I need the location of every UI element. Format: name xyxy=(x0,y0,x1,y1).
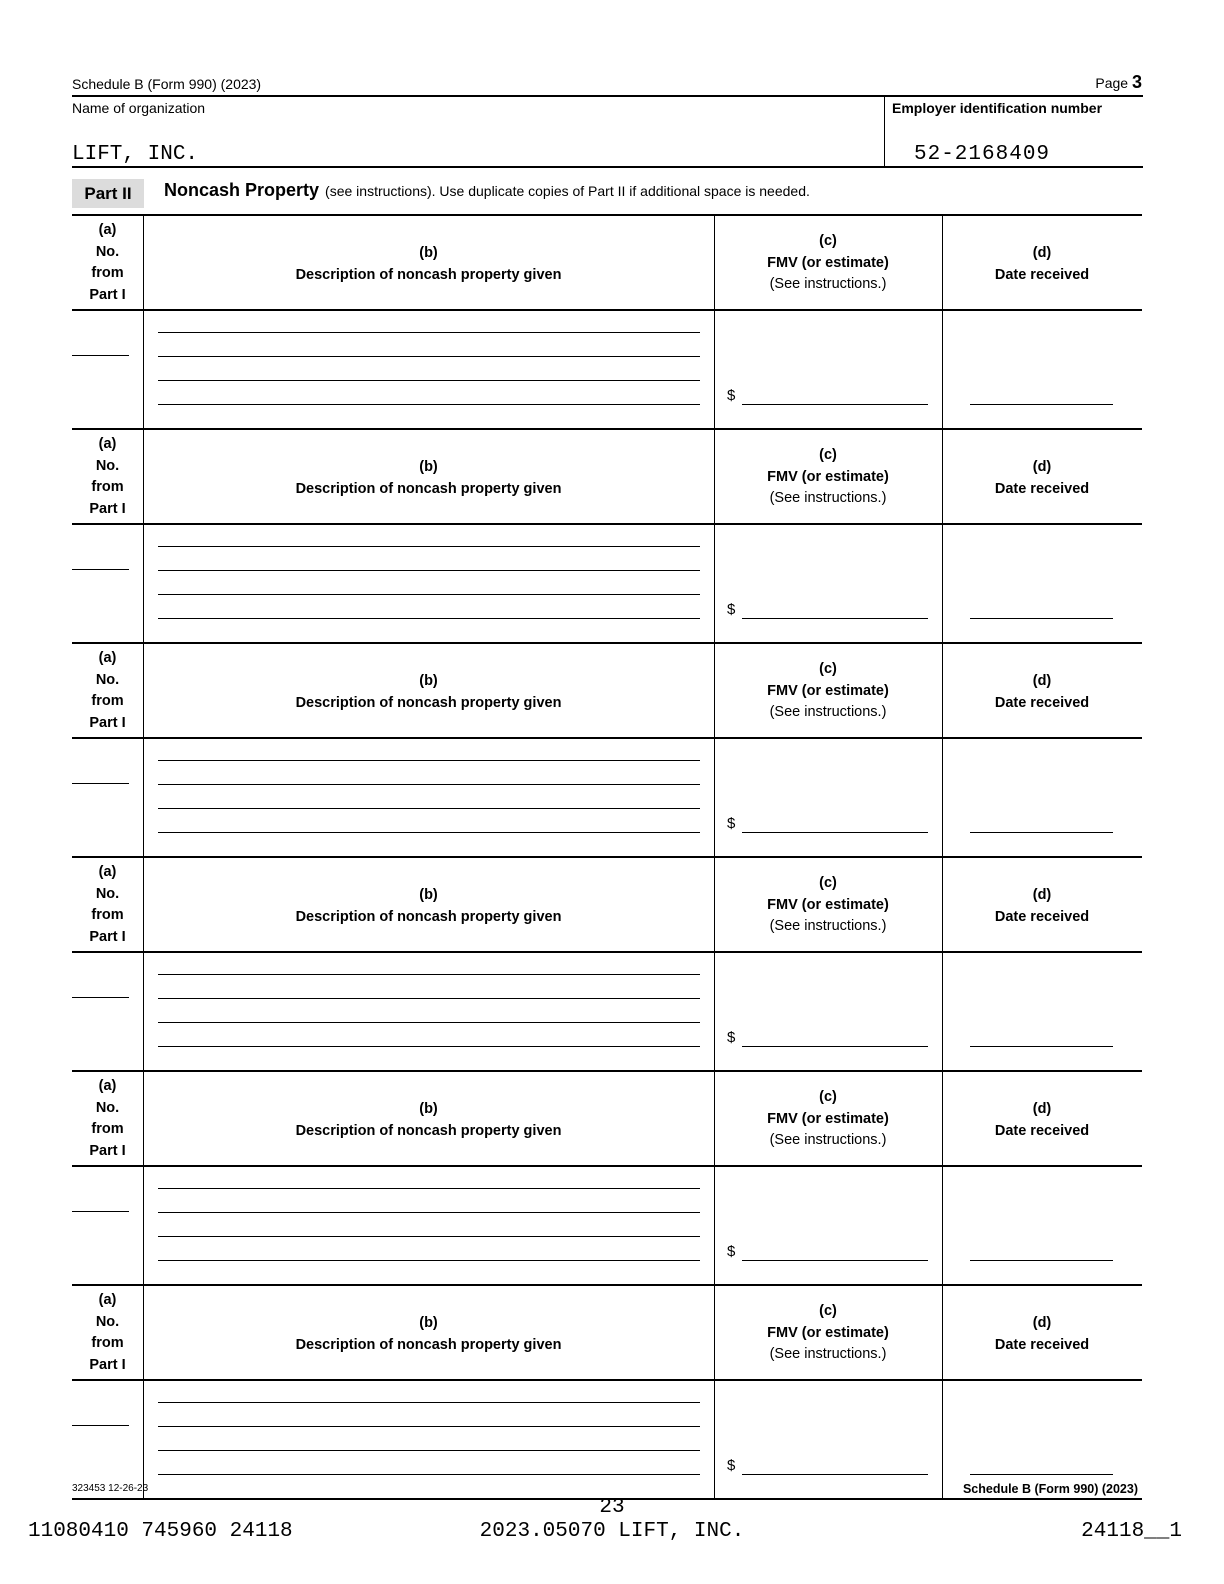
description-line-field[interactable] xyxy=(158,1474,700,1475)
dollar-sign: $ xyxy=(727,1457,736,1474)
col-d-header-line: Date received xyxy=(994,1122,1090,1139)
description-line-field[interactable] xyxy=(158,974,700,975)
col-c-header-line: (See instructions.) xyxy=(769,490,887,506)
col-d-header xyxy=(942,1099,1142,1142)
page-number: 3 xyxy=(1131,72,1142,92)
col-d-header-line: Date received xyxy=(994,266,1090,283)
col-a-header-line: Part I xyxy=(89,928,126,945)
col-a-header-line: Part I xyxy=(89,500,126,517)
block-header-rule xyxy=(72,1165,1142,1167)
description-line-field[interactable] xyxy=(158,1236,700,1237)
col-a-header-line: No. xyxy=(95,885,120,902)
col-a-header-line: (a) xyxy=(98,436,117,452)
block-top-rule xyxy=(72,856,1142,858)
col-a-header-line: No. xyxy=(95,457,120,474)
col-d-header xyxy=(942,243,1142,286)
col-b-header xyxy=(143,885,714,928)
col-a-header-line: from xyxy=(91,479,124,495)
date-received-field[interactable] xyxy=(970,1260,1113,1261)
block-top-rule xyxy=(72,642,1142,644)
col-d-header-line: (d) xyxy=(1032,1315,1052,1331)
header-rule xyxy=(72,95,1143,97)
col-c-header-line: FMV (or estimate) xyxy=(767,1324,889,1341)
col-a-header xyxy=(72,434,143,520)
description-line-field[interactable] xyxy=(158,832,700,833)
col-c-header-line: FMV (or estimate) xyxy=(767,682,889,699)
col-c-header-line: FMV (or estimate) xyxy=(767,1110,889,1127)
col-c-header-line: FMV (or estimate) xyxy=(767,896,889,913)
col-d-header-line: (d) xyxy=(1032,459,1052,475)
col-d-header-line: (d) xyxy=(1032,245,1052,261)
col-a-header xyxy=(72,862,143,948)
col-c-header xyxy=(714,1301,942,1366)
col-a-header xyxy=(72,220,143,306)
col-b-header-line: (b) xyxy=(419,459,438,475)
ein-label: Employer identification number xyxy=(892,100,1103,116)
entry-number-field[interactable] xyxy=(72,1211,129,1212)
description-line-field[interactable] xyxy=(158,356,700,357)
part-note: (see instructions). Use duplicate copies of Part II if additional space is needed. xyxy=(325,183,810,199)
col-d-header-line: Date received xyxy=(994,480,1090,497)
col-a-header-line: from xyxy=(91,265,124,281)
description-line-field[interactable] xyxy=(158,1022,700,1023)
page-label: Page xyxy=(1095,75,1129,91)
col-c-header-line: (c) xyxy=(819,447,837,463)
col-b-header-line: Description of noncash property given xyxy=(295,908,562,925)
description-line-field[interactable] xyxy=(158,1212,700,1213)
col-b-header xyxy=(143,1313,714,1356)
col-b-header-line: (b) xyxy=(419,245,438,261)
col-c-header xyxy=(714,1087,942,1152)
col-c-header-line: (c) xyxy=(819,1303,837,1319)
col-d-header-line: Date received xyxy=(994,694,1090,711)
col-a-header-line: (a) xyxy=(98,1078,117,1094)
block-header-rule xyxy=(72,1379,1142,1381)
description-line-field[interactable] xyxy=(158,760,700,761)
description-line-field[interactable] xyxy=(158,1188,700,1189)
description-line-field[interactable] xyxy=(158,1046,700,1047)
dollar-sign: $ xyxy=(727,387,736,404)
col-b-header xyxy=(143,243,714,286)
description-line-field[interactable] xyxy=(158,1450,700,1451)
col-c-header-line: FMV (or estimate) xyxy=(767,254,889,271)
description-line-field[interactable] xyxy=(158,404,700,405)
date-received-field[interactable] xyxy=(970,1046,1113,1047)
col-a-header xyxy=(72,648,143,734)
description-line-field[interactable] xyxy=(158,998,700,999)
col-c-header-line: (See instructions.) xyxy=(769,1132,887,1148)
col-a-header-line: (a) xyxy=(98,222,117,238)
fmv-field[interactable] xyxy=(742,1046,928,1047)
col-b-header-line: Description of noncash property given xyxy=(295,266,562,283)
col-a-header-line: from xyxy=(91,1335,124,1351)
col-c-header-line: FMV (or estimate) xyxy=(767,468,889,485)
col-a-header-line: No. xyxy=(95,1313,120,1330)
col-b-header xyxy=(143,1099,714,1142)
fmv-field[interactable] xyxy=(742,618,928,619)
page-indicator xyxy=(1095,72,1142,93)
col-c-header xyxy=(714,445,942,510)
block-top-rule xyxy=(72,214,1142,216)
col-d-header xyxy=(942,671,1142,714)
description-line-field[interactable] xyxy=(158,1426,700,1427)
entry-number-field[interactable] xyxy=(72,783,129,784)
block-header-rule xyxy=(72,523,1142,525)
block-header-rule xyxy=(72,309,1142,311)
dollar-sign: $ xyxy=(727,1029,736,1046)
col-c-header-line: (See instructions.) xyxy=(769,1346,887,1362)
form-title: Schedule B (Form 990) (2023) xyxy=(72,76,262,92)
col-c-header-line: (c) xyxy=(819,661,837,677)
date-received-field[interactable] xyxy=(970,618,1113,619)
dollar-sign: $ xyxy=(727,1243,736,1260)
col-a-header-line: Part I xyxy=(89,1356,126,1373)
description-line-field[interactable] xyxy=(158,1260,700,1261)
col-a-header-line: Part I xyxy=(89,1142,126,1159)
col-b-header-line: Description of noncash property given xyxy=(295,480,562,497)
org-rule xyxy=(72,166,1143,168)
col-b-header-line: (b) xyxy=(419,1315,438,1331)
col-d-header xyxy=(942,457,1142,500)
col-a-header-line: No. xyxy=(95,1099,120,1116)
description-line-field[interactable] xyxy=(158,784,700,785)
entry-number-field[interactable] xyxy=(72,569,129,570)
part-title-text: Noncash Property xyxy=(164,180,320,200)
col-b-header-line: (b) xyxy=(419,887,438,903)
col-d-header-line: (d) xyxy=(1032,887,1052,903)
col-a-header-line: No. xyxy=(95,671,120,688)
col-b-header-line: Description of noncash property given xyxy=(295,1122,562,1139)
col-d-header xyxy=(942,885,1142,928)
col-c-header-line: (See instructions.) xyxy=(769,704,887,720)
col-c-header-line: (See instructions.) xyxy=(769,918,887,934)
col-c-header-line: (c) xyxy=(819,1089,837,1105)
col-a-header-line: Part I xyxy=(89,286,126,303)
col-c-header xyxy=(714,659,942,724)
footer-code: 323453 12-26-23 xyxy=(72,1483,149,1494)
description-line-field[interactable] xyxy=(158,546,700,547)
description-line-field[interactable] xyxy=(158,1402,700,1403)
col-c-header xyxy=(714,873,942,938)
col-b-header-line: Description of noncash property given xyxy=(295,1336,562,1353)
block-top-rule xyxy=(72,1284,1142,1286)
col-b-header xyxy=(143,671,714,714)
ein-value: 52-2168409 xyxy=(914,143,1051,166)
entry-number-field[interactable] xyxy=(72,1425,129,1426)
header-divider xyxy=(884,96,885,167)
block-top-rule xyxy=(72,1070,1142,1072)
description-line-field[interactable] xyxy=(158,380,700,381)
col-b-header-line: (b) xyxy=(419,1101,438,1117)
footer-form-title: Schedule B (Form 990) (2023) xyxy=(962,1482,1138,1496)
col-a-header-line: No. xyxy=(95,243,120,260)
dollar-sign: $ xyxy=(727,815,736,832)
fmv-field[interactable] xyxy=(742,832,928,833)
col-d-header-line: Date received xyxy=(994,1336,1090,1353)
col-b-header-line: (b) xyxy=(419,673,438,689)
col-c-header-line: (c) xyxy=(819,875,837,891)
batch-code-right: 24118__1 xyxy=(1081,1520,1182,1543)
part-badge: Part II xyxy=(72,179,144,208)
col-c-header-line: (c) xyxy=(819,233,837,249)
date-received-field[interactable] xyxy=(970,1474,1113,1475)
batch-code-mid: 2023.05070 LIFT, INC. xyxy=(479,1520,745,1543)
org-name-value: LIFT, INC. xyxy=(72,143,199,166)
description-line-field[interactable] xyxy=(158,570,700,571)
col-a-header xyxy=(72,1076,143,1162)
col-a-header-line: Part I xyxy=(89,714,126,731)
col-a-header-line: (a) xyxy=(98,650,117,666)
batch-code-left: 11080410 745960 24118 xyxy=(28,1520,293,1543)
col-a-header-line: (a) xyxy=(98,864,117,880)
col-c-header xyxy=(714,231,942,296)
col-c-header-line: (See instructions.) xyxy=(769,276,887,292)
part-title xyxy=(164,180,810,201)
block-top-rule xyxy=(72,428,1142,430)
entry-number-field[interactable] xyxy=(72,997,129,998)
col-a-header-line: from xyxy=(91,1121,124,1137)
col-a-header-line: from xyxy=(91,693,124,709)
description-line-field[interactable] xyxy=(158,808,700,809)
description-line-field[interactable] xyxy=(158,332,700,333)
date-received-field[interactable] xyxy=(970,404,1113,405)
block-header-rule xyxy=(72,737,1142,739)
block-header-rule xyxy=(72,951,1142,953)
fmv-field[interactable] xyxy=(742,1260,928,1261)
col-b-header xyxy=(143,457,714,500)
col-d-header-line: (d) xyxy=(1032,1101,1052,1117)
entry-number-field[interactable] xyxy=(72,355,129,356)
col-d-header xyxy=(942,1313,1142,1356)
org-name-label: Name of organization xyxy=(72,100,206,116)
printed-page-number: 23 xyxy=(599,1496,625,1519)
description-line-field[interactable] xyxy=(158,594,700,595)
col-d-header-line: (d) xyxy=(1032,673,1052,689)
dollar-sign: $ xyxy=(727,601,736,618)
fmv-field[interactable] xyxy=(742,404,928,405)
col-a-header-line: from xyxy=(91,907,124,923)
description-line-field[interactable] xyxy=(158,618,700,619)
col-a-header-line: (a) xyxy=(98,1292,117,1308)
col-d-header-line: Date received xyxy=(994,908,1090,925)
col-a-header xyxy=(72,1290,143,1376)
date-received-field[interactable] xyxy=(970,832,1113,833)
fmv-field[interactable] xyxy=(742,1474,928,1475)
col-b-header-line: Description of noncash property given xyxy=(295,694,562,711)
